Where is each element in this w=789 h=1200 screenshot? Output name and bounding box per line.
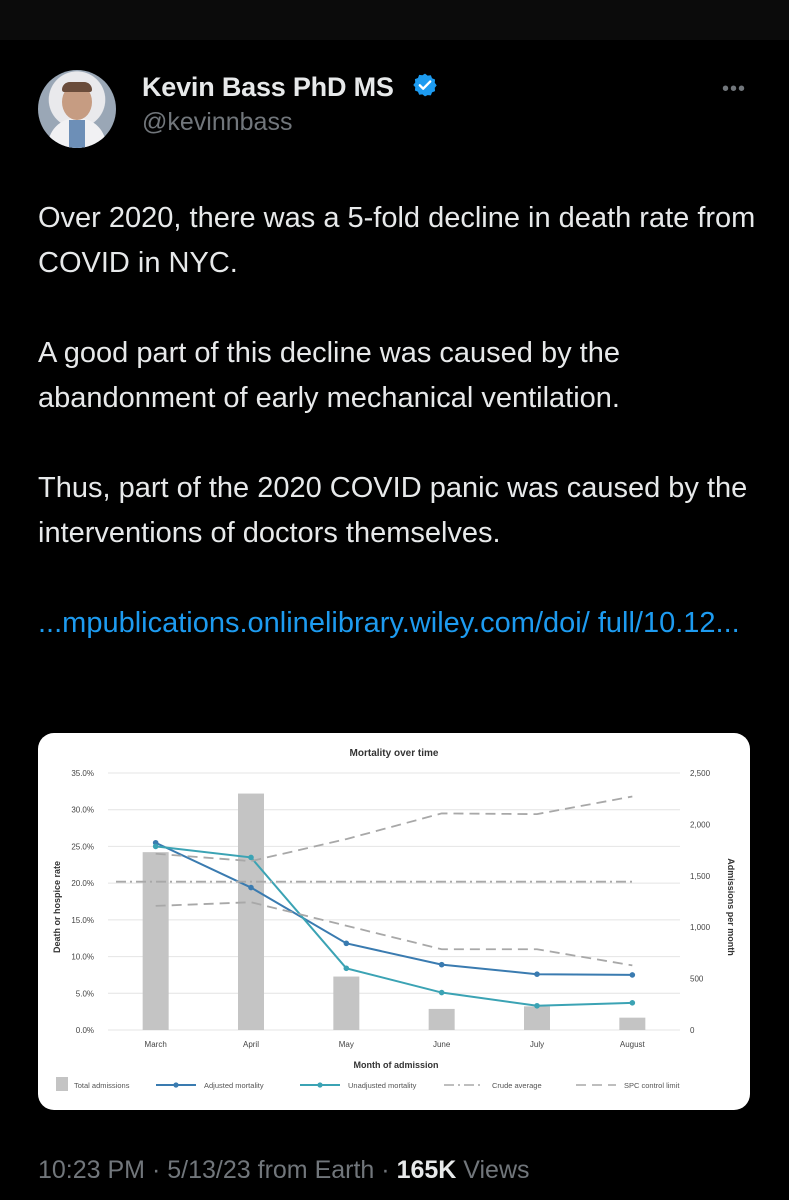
tweet-time[interactable]: 10:23 PM bbox=[38, 1156, 146, 1184]
y-tick-label: 15.0% bbox=[71, 915, 94, 925]
tweet-paragraph-2: A good part of this decline was caused by the abandonment of early mechanical ventilation. bbox=[38, 337, 620, 414]
avatar-shirt bbox=[69, 120, 85, 148]
status-bar-strip bbox=[0, 0, 789, 40]
meta-separator: · bbox=[381, 1156, 390, 1184]
data-point bbox=[344, 966, 350, 972]
y-tick-label: 30.0% bbox=[71, 805, 94, 815]
admissions-bar bbox=[238, 794, 264, 1030]
y-tick-label: 25.0% bbox=[71, 842, 94, 852]
tweet-meta bbox=[38, 1156, 530, 1185]
mortality-line bbox=[156, 846, 633, 1005]
data-point bbox=[534, 1003, 540, 1009]
y-tick-label: 35.0% bbox=[71, 769, 94, 778]
y2-tick-label: 1,500 bbox=[690, 871, 711, 881]
x-tick-label: June bbox=[432, 1040, 451, 1049]
legend-marker bbox=[317, 1082, 322, 1087]
author-handle[interactable]: @kevinnbass bbox=[142, 108, 293, 136]
data-point bbox=[439, 962, 445, 968]
y-tick-label: 10.0% bbox=[71, 952, 94, 962]
admissions-bar bbox=[524, 1006, 550, 1030]
legend-label: Total admissions bbox=[74, 1081, 130, 1090]
tweet-paragraph-3: Thus, part of the 2020 COVID panic was caused by the interventions of doctors themselves. bbox=[38, 472, 748, 549]
data-point bbox=[153, 844, 159, 850]
tweet-body bbox=[38, 196, 758, 691]
x-tick-label: May bbox=[338, 1040, 354, 1049]
y-tick-label: 0.0% bbox=[75, 1026, 94, 1035]
reference-line bbox=[156, 796, 633, 861]
data-point bbox=[534, 971, 540, 977]
avatar[interactable] bbox=[38, 70, 116, 148]
y-tick-label: 5.0% bbox=[75, 989, 94, 999]
data-point bbox=[344, 941, 350, 947]
chart-y2-axis-label: Admissions per month bbox=[726, 858, 736, 956]
tweet-paragraph-1: Over 2020, there was a 5-fold decline in death rate from COVID in NYC. bbox=[38, 202, 756, 279]
admissions-bar bbox=[143, 852, 169, 1030]
y2-tick-label: 2,500 bbox=[690, 769, 711, 778]
tweet-source: from Earth bbox=[257, 1156, 375, 1184]
mortality-chart bbox=[38, 733, 750, 1110]
data-point bbox=[248, 855, 254, 861]
meta-separator: · bbox=[151, 1156, 161, 1184]
tweet-date[interactable]: 5/13/23 bbox=[167, 1156, 251, 1184]
reference-line bbox=[156, 902, 633, 965]
legend-label: SPC control limit bbox=[624, 1081, 680, 1090]
chart-y-axis-label: Death or hospice rate bbox=[52, 860, 62, 954]
admissions-bar bbox=[619, 1018, 645, 1030]
y2-tick-label: 1,000 bbox=[690, 923, 711, 933]
legend-label: Unadjusted mortality bbox=[348, 1081, 417, 1090]
avatar-hair bbox=[62, 82, 92, 92]
data-point bbox=[630, 1000, 636, 1006]
legend-label: Adjusted mortality bbox=[204, 1081, 264, 1090]
y-tick-label: 20.0% bbox=[71, 879, 94, 889]
author-display-name[interactable]: Kevin Bass PhD MS bbox=[142, 72, 394, 102]
tweet-link[interactable]: ...mpublications.onlinelibrary.wiley.com/doi/ full/10.12... bbox=[38, 607, 740, 639]
chart-image-card[interactable] bbox=[38, 733, 750, 1110]
chart-x-axis-label: Month of admission bbox=[353, 1060, 439, 1070]
x-tick-label: August bbox=[619, 1040, 645, 1049]
x-tick-label: April bbox=[242, 1040, 260, 1049]
admissions-bar bbox=[429, 1009, 455, 1030]
verified-badge-icon bbox=[412, 72, 438, 98]
x-tick-label: July bbox=[529, 1040, 545, 1049]
y2-tick-label: 0 bbox=[690, 1026, 695, 1035]
mortality-line bbox=[156, 843, 633, 975]
data-point bbox=[248, 885, 254, 891]
y2-tick-label: 2,000 bbox=[690, 820, 711, 830]
legend-marker bbox=[173, 1082, 178, 1087]
data-point bbox=[439, 990, 445, 996]
views-count: 165K bbox=[396, 1156, 457, 1184]
legend-label: Crude average bbox=[492, 1081, 542, 1090]
admissions-bar bbox=[333, 977, 359, 1030]
x-tick-label: March bbox=[144, 1040, 167, 1049]
views-label: Views bbox=[463, 1156, 530, 1184]
chart-title: Mortality over time bbox=[349, 748, 439, 759]
legend-swatch bbox=[56, 1077, 68, 1091]
more-options-icon[interactable]: ••• bbox=[722, 78, 747, 100]
y2-tick-label: 500 bbox=[690, 974, 704, 984]
data-point bbox=[630, 972, 636, 978]
